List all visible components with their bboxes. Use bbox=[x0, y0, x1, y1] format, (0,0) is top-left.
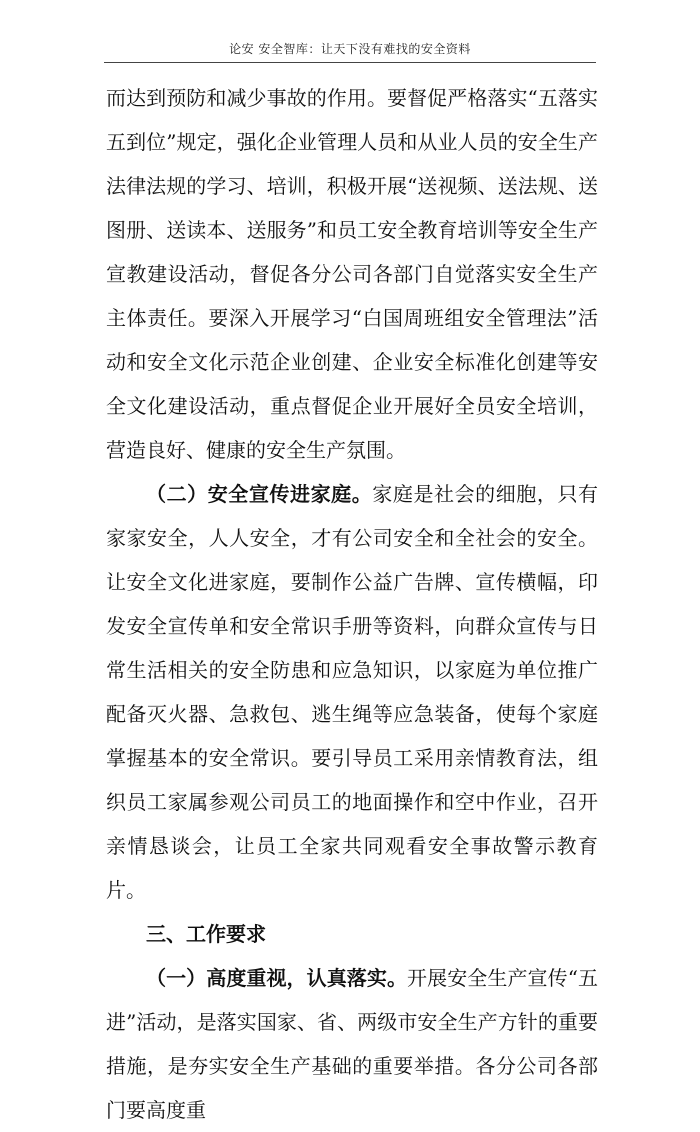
paragraph-high-attention bbox=[106, 956, 598, 1132]
section-lead-family: （二）安全宣传进家庭。 bbox=[146, 482, 373, 506]
paragraph-prevention bbox=[106, 76, 598, 472]
paragraph-text: 开展安全生产宣传“五进”活动，是落实国家、省、两级市安全生产方针的重要措施，是夯实安全生产基础的重要举措。各分公司各部门要高度重 bbox=[106, 966, 598, 1122]
paragraph-text: 而达到预防和减少事故的作用。要督促严格落实“五落实五到位”规定，强化企业管理人员和从业人员的安全生产法律法规的学习、培训，积极开展“送视频、送法规、送图册、送读本、送服务”和员工安全教育培训等安全生产宣教建设活动，督促各分公司各部门自觉落实安全生产主体责任。要深入开展学习“白国周班组安全管理法”活动和安全文化示范企业创建、企业安全标准化创建等安全文化建设活动，重点督促企业开展好全员安全培训，营造良好、健康的安全生产氛围。 bbox=[106, 86, 598, 462]
section-heading-work-requirements: 三、工作要求 bbox=[146, 922, 266, 946]
document-body bbox=[106, 76, 598, 1132]
section-lead-attention: （一）高度重视，认真落实。 bbox=[146, 966, 408, 990]
paragraph-text: 家庭是社会的细胞，只有家家安全，人人安全，才有公司安全和全社会的安全。让安全文化进家庭，要制作公益广告牌、宣传横幅，印发安全宣传单和安全常识手册等资料，向群众宣传与日常生活相关的安全防患和应急知识，以家庭为单位推广配备灭火器、急救包、逃生绳等应急装备，使每个家庭掌握基本的安全常识。要引导员工采用亲情教育法，组织员工家属参观公司员工的地面操作和空中作业，召开亲情恳谈会，让员工全家共同观看安全事故警示教育片。 bbox=[106, 482, 599, 902]
page-header: 论安 安全智库：让天下没有难找的安全资料 bbox=[229, 42, 471, 56]
header-rule bbox=[104, 62, 596, 63]
paragraph-family-safety bbox=[106, 472, 598, 912]
